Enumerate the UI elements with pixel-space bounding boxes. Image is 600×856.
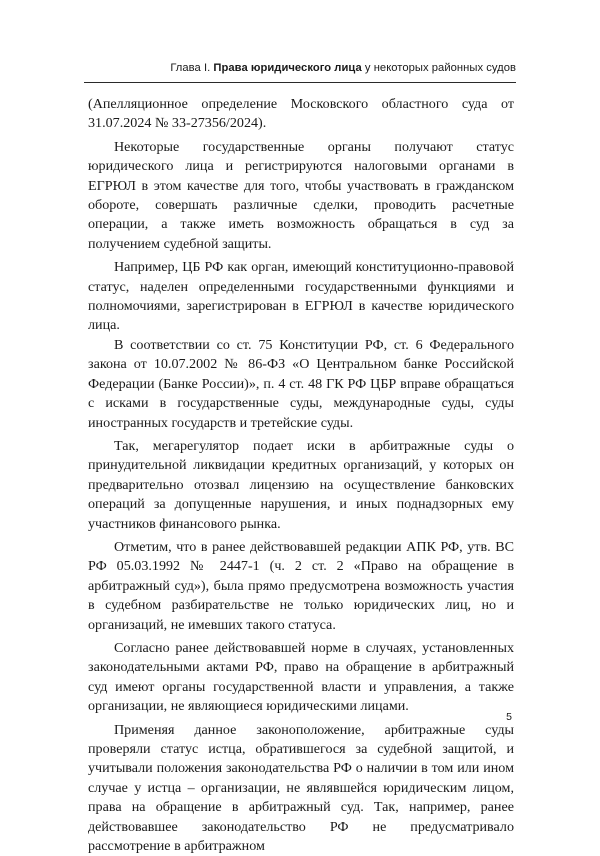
paragraph: Отметим, что в ранее действовавшей редакции АПК РФ, утв. ВС РФ 05.03.1992 № 2447-1 (ч. 2 ст. 2 «Право на обращение в арбитражный суд»), была прямо предусмотрена возможность участия в судебном разбирательстве не только юридических лиц, но и организаций, не имевших такого статуса. (88, 538, 514, 633)
paragraph: В соответствии со ст. 75 Конституции РФ, ст. 6 Федерального закона от 10.07.2002 № 86-ФЗ «О Центральном банке Российской Федерации (Банке России)», п. 4 ст. 48 ГК РФ ЦБР вправе обращаться с исками в государственные суды, международные суды, суды иностранных государств и третейские суды. (88, 336, 514, 431)
running-header (170, 62, 516, 74)
chapter-title-bold: Права юридического лица (213, 62, 362, 74)
paragraph: Некоторые государственные органы получают статус юридического лица и регистрируются налоговыми органами в ЕГРЮЛ в этом качестве для того, чтобы участвовать в гражданском обороте, совершать различные сделки, проводить расчетные операции, а также иметь возможность обращаться в суд за получением судебной защиты. (88, 138, 514, 252)
page-number: 5 (506, 711, 512, 723)
page-body (88, 95, 514, 856)
chapter-label: Глава I. (170, 62, 214, 74)
paragraph: Согласно ранее действовавшей норме в случаях, установленных законодательными актами РФ, право на обращение в арбитражный суд имеют органы государственной власти и управления, а также организации, не являющиеся юридическими лицами. (88, 639, 514, 715)
paragraph-citation: (Апелляционное определение Московского областного суда от 31.07.2024 № 33-27356/2024). (88, 96, 514, 132)
paragraph: Так, мегарегулятор подает иски в арбитражные суды о принудительной ликвидации кредитных организаций, у которых он предварительно отозвал лицензию на осуществление банковских операций за допущенные нарушения, и иных поднадзорных ему участников финансового рынка. (88, 437, 514, 532)
chapter-title-rest: у некоторых районных судов (361, 62, 516, 74)
paragraph: Применяя данное законоположение, арбитражные суды проверяли статус истца, обратившегося за судебной защитой, и учитывали положения законодательства РФ о наличии в том или ином случае у истца – организации, не являвшейся юридическим лицом, права на обращение в арбитражный суд. Так, например, ранее действовавшее законодательство РФ не предусматривало рассмотрение в арбитражном (88, 721, 514, 855)
paragraph: Например, ЦБ РФ как орган, имеющий конституционно-правовой статус, наделен определенными государственными функциями и полномочиями, зарегистрирован в ЕГРЮЛ в качестве юридического лица. (88, 259, 514, 334)
header-rule (84, 82, 516, 83)
